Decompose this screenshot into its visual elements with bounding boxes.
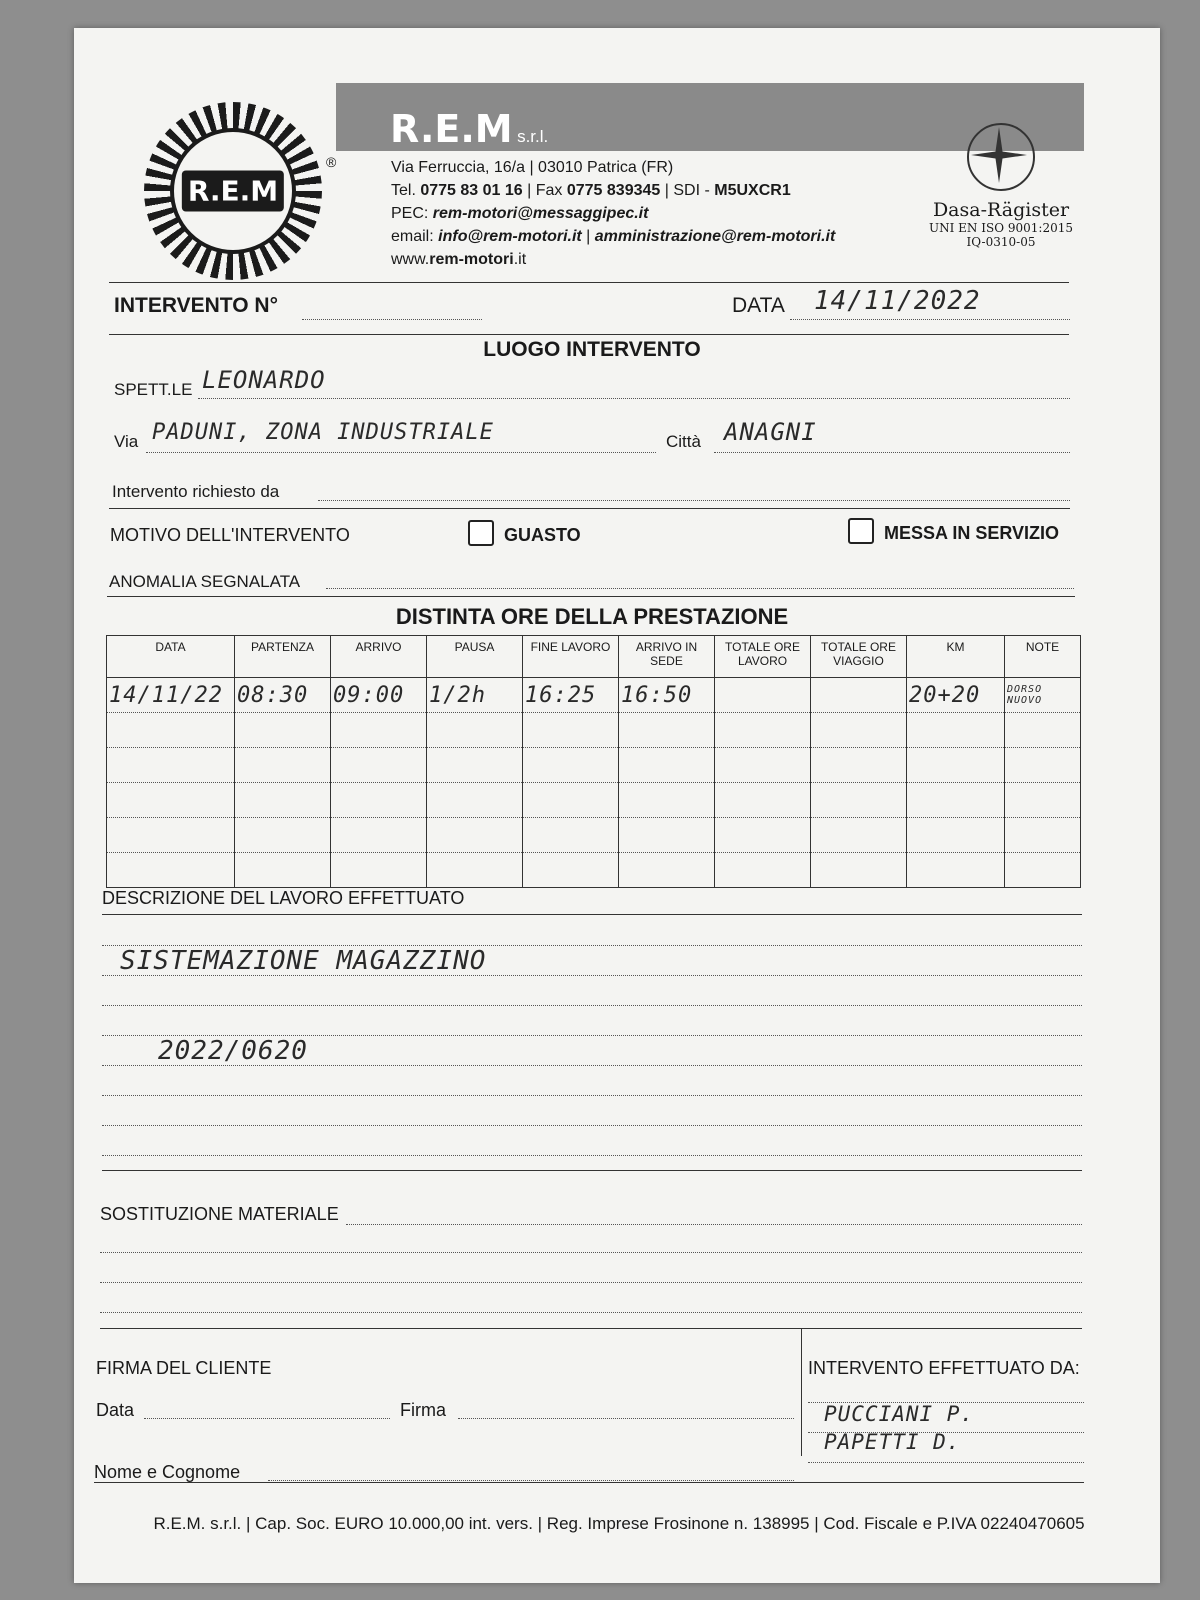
sdi-code: M5UXCR1 — [714, 182, 791, 199]
col-header: ARRIVO IN SEDE — [619, 636, 715, 678]
sdi-label: SDI - — [673, 182, 710, 199]
company-suffix: s.r.l. — [517, 127, 549, 146]
cell: 14/11/22 — [107, 678, 235, 713]
tecnico-1: PUCCIANI P. — [824, 1402, 975, 1426]
pec-label: PEC: — [391, 205, 429, 222]
website: rem-motori — [429, 251, 514, 268]
email-label: email: — [391, 228, 434, 245]
cert-code: IQ-0310-05 — [966, 235, 1036, 249]
col-header: TOTALE ORE VIAGGIO — [811, 636, 907, 678]
service-report-sheet — [74, 28, 1160, 1583]
registered-mark: ® — [326, 154, 337, 170]
citta-value: ANAGNI — [724, 418, 817, 446]
footer-text: R.E.M. s.r.l. | Cap. Soc. EURO 10.000,00 int. vers. | Reg. Imprese Frosinone n. 138995 | Cod. Fiscale e P.IVA 02240470605 — [153, 1514, 1085, 1533]
cell: 20+20 — [907, 678, 1005, 713]
table-row — [107, 678, 1081, 713]
cert-name: Dasa-Rägister — [932, 199, 1070, 221]
citta-label: Città — [666, 432, 701, 451]
table-row — [107, 783, 1081, 818]
table-row — [107, 853, 1081, 888]
email-address: info@rem-motori.it — [438, 228, 582, 245]
descrizione-label: DESCRIZIONE DEL LAVORO EFFETTUATO — [102, 888, 465, 908]
cell: DORSO NUOVO — [1005, 678, 1081, 713]
descrizione-line-2: 2022/0620 — [158, 1036, 308, 1066]
fax-label: Fax — [535, 182, 563, 199]
divider — [109, 282, 1069, 283]
certification-block — [916, 123, 1086, 249]
motivo-label: MOTIVO DELL'INTERVENTO — [110, 525, 350, 545]
via-label: Via — [114, 432, 139, 451]
col-header: PARTENZA — [235, 636, 331, 678]
cell: 16:50 — [619, 678, 715, 713]
tecnico-2: PAPETTI D. — [824, 1430, 961, 1454]
email-address-admin: amministrazione@rem-motori.it — [594, 228, 836, 245]
company-address: Via Ferruccia, 16/a | 03010 Patrica (FR) — [391, 159, 674, 176]
firma-firma-label: Firma — [400, 1400, 446, 1420]
intervento-label: INTERVENTO N° — [114, 294, 278, 317]
company-logo — [144, 102, 322, 280]
fax-number: 0775 839345 — [566, 182, 661, 199]
firma-divider — [801, 1328, 802, 1456]
col-header: PAUSA — [427, 636, 523, 678]
col-header: NOTE — [1005, 636, 1081, 678]
cell — [811, 678, 907, 713]
cell: 08:30 — [235, 678, 331, 713]
col-header: KM — [907, 636, 1005, 678]
table-row — [107, 748, 1081, 783]
col-header: DATA — [107, 636, 235, 678]
luogo-title: LUOGO INTERVENTO — [483, 338, 701, 361]
hours-table-header — [107, 636, 1081, 678]
richiesto-label: Intervento richiesto da — [112, 482, 280, 501]
guasto-label: GUASTO — [504, 525, 581, 545]
hours-table — [106, 635, 1081, 888]
cell — [715, 678, 811, 713]
anomalia-label: ANOMALIA SEGNALATA — [109, 572, 301, 591]
firma-cliente-label: FIRMA DEL CLIENTE — [96, 1358, 272, 1378]
data-value: 14/11/2022 — [814, 286, 981, 316]
nome-cognome-label: Nome e Cognome — [94, 1462, 241, 1482]
cell: 1/2h — [427, 678, 523, 713]
via-value: PADUNI, ZONA INDUSTRIALE — [152, 420, 494, 445]
tel-number: 0775 83 01 16 — [420, 182, 523, 199]
cert-standard: UNI EN ISO 9001:2015 — [929, 221, 1073, 235]
firma-data-label: Data — [96, 1400, 135, 1420]
col-header: ARRIVO — [331, 636, 427, 678]
distinta-title: DISTINTA ORE DELLA PRESTAZIONE — [395, 604, 789, 629]
cell: 16:25 — [523, 678, 619, 713]
col-header: FINE LAVORO — [523, 636, 619, 678]
logo-text: R.E.M — [182, 171, 284, 212]
tel-label: Tel. — [391, 182, 416, 199]
effettuato-label: INTERVENTO EFFETTUATO DA: — [808, 1358, 1080, 1378]
spett-label: SPETT.LE — [114, 380, 193, 399]
descrizione-line-1: SISTEMAZIONE MAGAZZINO — [120, 946, 487, 976]
compass-icon — [967, 123, 1035, 191]
cell: 09:00 — [331, 678, 427, 713]
col-header: TOTALE ORE LAVORO — [715, 636, 811, 678]
sostituzione-label: SOSTITUZIONE MATERIALE — [100, 1204, 339, 1224]
table-row — [107, 713, 1081, 748]
data-label: DATA — [732, 294, 785, 317]
messa-label: MESSA IN SERVIZIO — [884, 523, 1060, 543]
company-name: R.E.M — [390, 107, 513, 151]
pec-address: rem-motori@messaggipec.it — [432, 205, 649, 222]
table-row — [107, 818, 1081, 853]
messa-in-servizio-checkbox[interactable] — [848, 518, 874, 544]
contact-block: Via Ferruccia, 16/a | 03010 Patrica (FR) Tel. 0775 83 01 16 | Fax 0775 839345 | SDI - M5UXCR1 PEC: rem-motori@messaggipec.it email: info@rem-motori.it | amministrazione@rem-motori.it www.rem-motori.it — [391, 156, 835, 271]
guasto-checkbox[interactable] — [468, 520, 494, 546]
spett-value: LEONARDO — [202, 366, 326, 394]
